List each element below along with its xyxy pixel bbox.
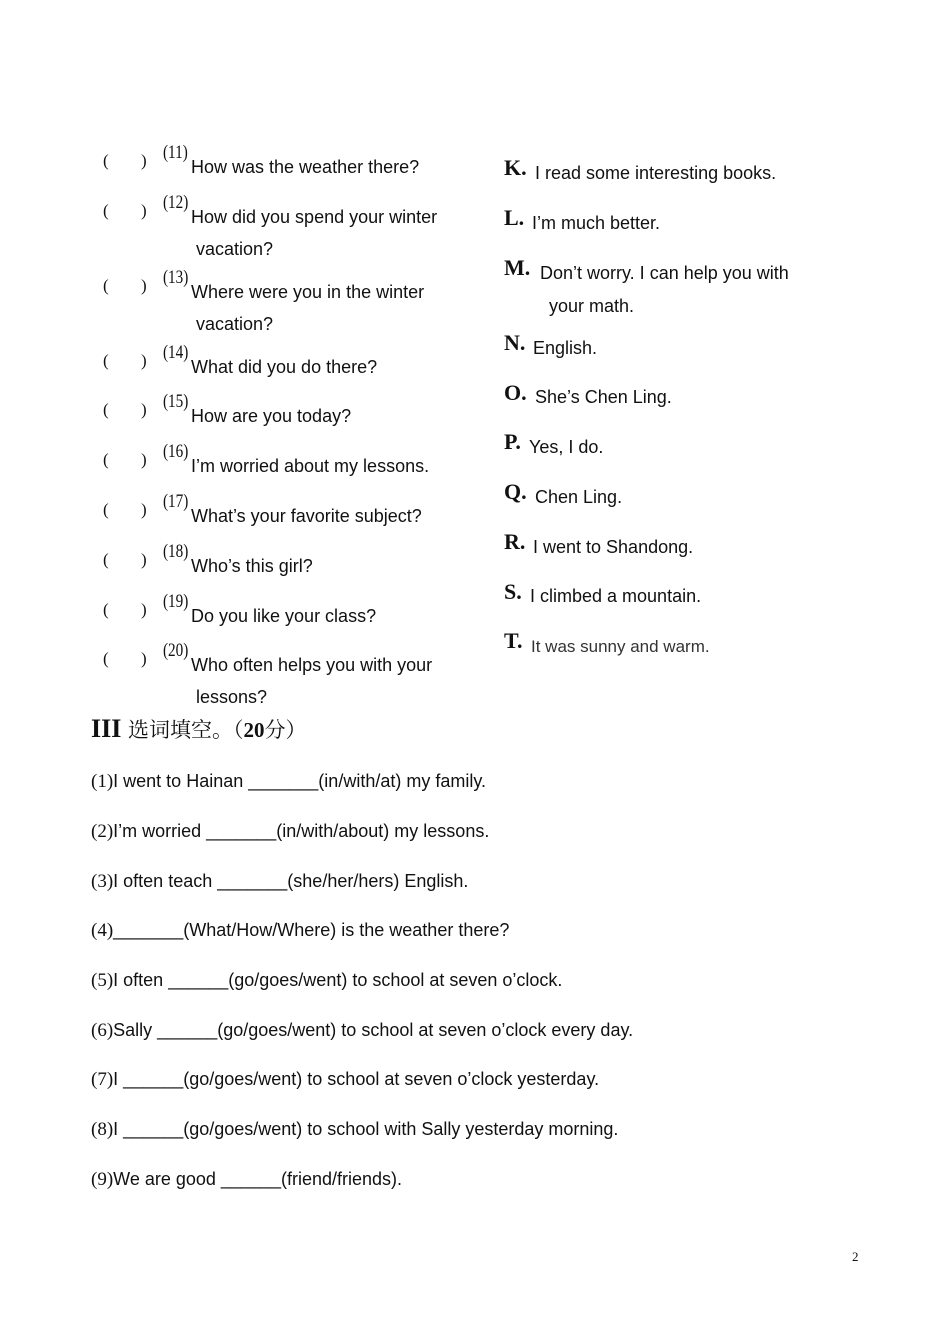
question-number: (18) (163, 541, 189, 562)
question-text: Who often helps you with your (191, 655, 433, 675)
option-letter: T. (504, 628, 523, 653)
question-text: What’s your favorite subject? (191, 506, 422, 526)
option-text: Yes, I do. (529, 437, 604, 457)
answer-paren-close-18: ) (141, 550, 147, 569)
question-number: (15) (163, 391, 189, 412)
option-text: I went to Shandong. (533, 537, 694, 557)
answer-paren-18[interactable]: ( (103, 550, 109, 569)
list-item (91, 1169, 402, 1191)
answer-paren-19[interactable]: ( (103, 600, 109, 619)
list-item (91, 920, 509, 942)
item-number: (1) (91, 771, 114, 792)
question-text-continued: lessons? (196, 687, 268, 707)
question-number: (12) (163, 192, 189, 213)
answer-paren-close-11: ) (141, 151, 147, 170)
answer-paren-16[interactable]: ( (103, 450, 109, 469)
list-item (91, 771, 486, 793)
question-text: How was the weather there? (191, 157, 420, 177)
answer-paren-close-16: ) (141, 450, 147, 469)
option-letter: L. (504, 205, 525, 230)
answer-paren-close-12: ) (141, 201, 147, 220)
item-number: (4) (91, 920, 114, 941)
question-text: Do you like your class? (191, 606, 377, 626)
list-item (91, 1069, 599, 1091)
item-text[interactable]: I often teach _______(she/her/hers) English. (113, 871, 469, 891)
option-text: I climbed a mountain. (530, 586, 702, 606)
answer-paren-close-15: ) (141, 400, 147, 419)
question-text: How are you today? (191, 406, 352, 426)
option-letter: R. (504, 529, 526, 554)
item-text[interactable]: I ______(go/goes/went) to school with Sally yesterday morning. (113, 1119, 619, 1139)
page-number: 2 (852, 1249, 859, 1264)
question-number: (17) (163, 491, 189, 512)
option-text-continued: your math. (549, 296, 635, 316)
answer-paren-close-19: ) (141, 600, 147, 619)
list-item (91, 970, 562, 992)
item-text[interactable]: I went to Hainan _______(in/with/at) my family. (113, 771, 486, 791)
list-item (91, 1119, 618, 1141)
answer-paren-14[interactable]: ( (103, 351, 109, 370)
question-text: I’m worried about my lessons. (191, 456, 430, 476)
question-text: What did you do there? (191, 357, 378, 377)
option-text: I’m much better. (532, 213, 661, 233)
option-letter: O. (504, 380, 527, 405)
section-roman-numeral: III (91, 714, 122, 743)
item-number: (7) (91, 1069, 114, 1090)
answer-paren-15[interactable]: ( (103, 400, 109, 419)
answer-paren-close-14: ) (141, 351, 147, 370)
item-text[interactable]: I ______(go/goes/went) to school at seven o’clock yesterday. (113, 1069, 600, 1089)
option-letter: M. (504, 255, 531, 280)
option-text: It was sunny and warm. (531, 637, 710, 656)
item-text[interactable]: _______(What/How/Where) is the weather there? (113, 920, 510, 940)
option-letter: S. (504, 579, 522, 604)
answer-paren-close-17: ) (141, 500, 147, 519)
option-text: English. (533, 338, 598, 358)
answer-paren-13[interactable]: ( (103, 276, 109, 295)
question-text-continued: vacation? (196, 239, 274, 259)
answer-paren-12[interactable]: ( (103, 201, 109, 220)
option-letter: N. (504, 330, 526, 355)
item-text[interactable]: We are good ______(friend/friends). (113, 1169, 402, 1189)
item-number: (5) (91, 970, 114, 991)
section-title: 选词填空。（ (128, 718, 244, 742)
question-number: (14) (163, 342, 189, 363)
item-number: (2) (91, 821, 114, 842)
answer-paren-close-20: ) (141, 649, 147, 668)
option-letter: P. (504, 429, 521, 454)
option-letter: Q. (504, 479, 527, 504)
question-number: (13) (163, 267, 189, 288)
list-item (91, 821, 489, 843)
question-text: Where were you in the winter (191, 282, 425, 302)
item-text[interactable]: I often ______(go/goes/went) to school at seven o’clock. (113, 970, 563, 990)
question-number: (20) (163, 640, 189, 661)
answer-paren-20[interactable]: ( (103, 649, 109, 668)
option-text: Chen Ling. (535, 487, 623, 507)
option-text: She’s Chen Ling. (535, 387, 672, 407)
option-letter: K. (504, 155, 527, 180)
item-number: (8) (91, 1119, 114, 1140)
item-number: (6) (91, 1020, 114, 1041)
answer-paren-11[interactable]: ( (103, 151, 109, 170)
question-number: (16) (163, 441, 189, 462)
question-number: (19) (163, 591, 189, 612)
option-text: Don’t worry. I can help you with (540, 263, 789, 283)
question-number: (11) (163, 142, 188, 163)
option-text: I read some interesting books. (535, 163, 777, 183)
item-text[interactable]: Sally ______(go/goes/went) to school at seven o’clock every day. (113, 1020, 634, 1040)
item-number: (3) (91, 871, 114, 892)
list-item (91, 1020, 633, 1042)
question-text: Who’s this girl? (191, 556, 313, 576)
section-heading (91, 714, 307, 744)
question-text-continued: vacation? (196, 314, 274, 334)
item-number: (9) (91, 1169, 114, 1190)
answer-paren-17[interactable]: ( (103, 500, 109, 519)
answer-paren-close-13: ) (141, 276, 147, 295)
section-score: 20 (243, 718, 265, 742)
item-text[interactable]: I’m worried _______(in/with/about) my lessons. (113, 821, 490, 841)
section-title-end: 分） (264, 718, 307, 742)
question-text: How did you spend your winter (191, 207, 438, 227)
list-item (91, 871, 468, 893)
